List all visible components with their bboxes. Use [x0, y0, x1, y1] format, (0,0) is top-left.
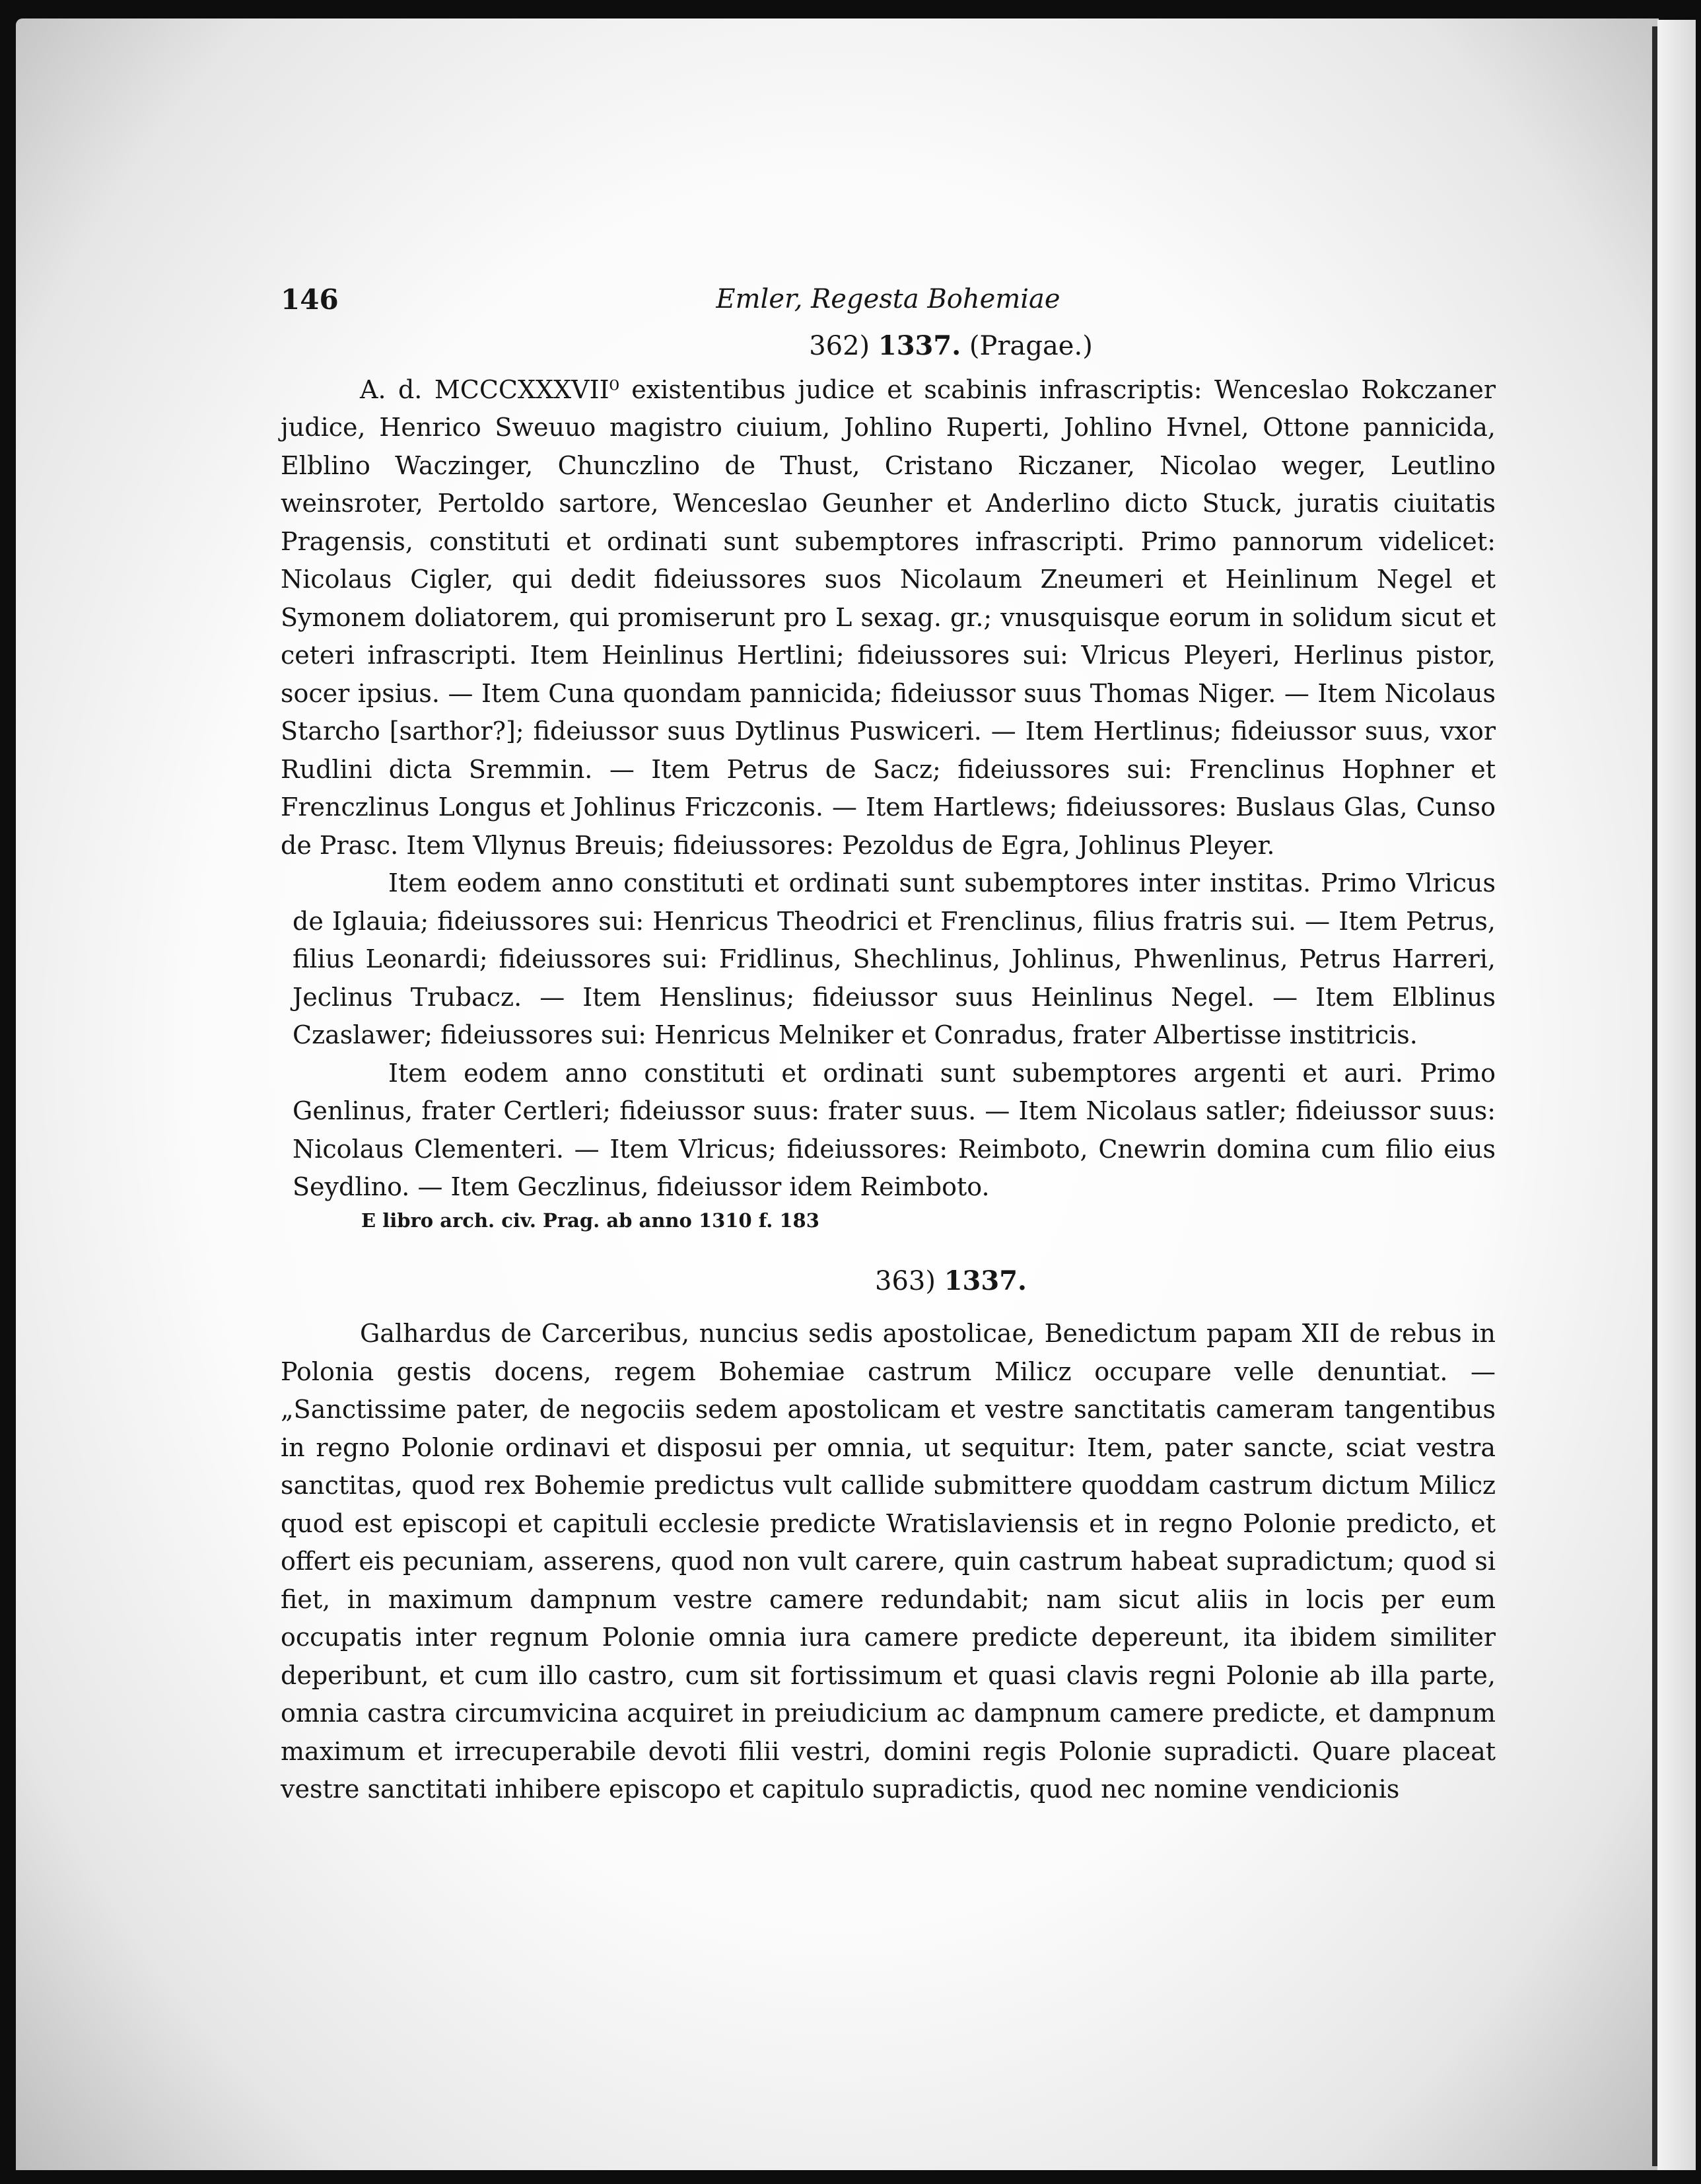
- entry-number: 362): [809, 331, 870, 361]
- page-header: [281, 281, 1496, 327]
- entry-362-paragraph-1: A. d. MCCCXXXVII⁰ existentibus judice et scabinis infrascriptis: Wenceslao Rokczaner judice, Henrico Sweuuo magistro ciuium, Johlino Ruperti, Johlino Hvnel, Ottone pannicida, Elblino Waczinger, Chunczlino de Thust, Cristano Riczaner, Nicolao weger, Leutlino weinsroter, Pertoldo sartore, Wenceslao Geunher et Anderlino dicto Stuck, juratis ciuitatis Pragensis, constituti et ordinati sunt subemptores infrascripti. Primo pannorum videlicet: Nicolaus Cigler, qui dedit fideiussores suos Nicolaum Zneumeri et Heinlinum Negel et Symonem doliatorem, qui promiserunt pro L sexag. gr.; vnusquisque eorum in solidum sicut et ceteri infrascripti. Item Heinlinus Hertlini; fideiussores sui: Vlricus Pleyeri, Herlinus pistor, socer ipsius. — Item Cuna quondam pannicida; fideiussor suus Thomas Niger. — Item Nicolaus Starcho [sarthor?]; fideiussor suus Dytlinus Puswiceri. — Item Hertlinus; fideiussor suus, vxor Rudlini dicta Sremmin. — Item Petrus de Sacz; fideiussores sui: Frenclinus Hophner et Frenczlinus Longus et Johlinus Friczconis. — Item Hartlews; fideiussores: Buslaus Glas, Cunso de Prasc. Item Vllynus Breuis; fideiussores: Pezoldus de Egra, Johlinus Pleyer.: [281, 374, 1496, 860]
- entry-year: 1337.: [944, 1265, 1027, 1296]
- next-page-strip: [1657, 20, 1696, 2173]
- entry-heading-363: [281, 1262, 1496, 1301]
- entry-heading-362: [281, 327, 1496, 366]
- page-number: 146: [281, 283, 339, 316]
- entry-number: 363): [875, 1265, 936, 1296]
- source-note: E libro arch. civ. Prag. ab anno 1310 f. 183: [361, 1209, 819, 1232]
- page-content: [281, 281, 1496, 1809]
- entry-year: 1337.: [878, 330, 961, 361]
- entry-362-paragraph-3: Item eodem anno constituti et ordinati sunt subemptores argenti et auri. Primo Genlinus, frater Certleri; fideiussor suus: frater suus. — Item Nicolaus satler; fideiussor suus: Nicolaus Clementeri. — Item Vlricus; fideiussores: Reimboto, Cnewrin domina cum filio eius Seydlino. — Item Geczlinus, fideiussor idem Reimboto.: [293, 1058, 1496, 1201]
- entry-place: (Pragae.): [969, 331, 1093, 361]
- entry-362-paragraph-2: Item eodem anno constituti et ordinati sunt subemptores inter institas. Primo Vlricus de Iglauia; fideiussores sui: Henricus Theodrici et Frenclinus, filius fratris sui. — Item Petrus, filius Leonardi; fideiussores sui: Fridlinus, Shechlinus, Johlinus, Phwenlinus, Petrus Harreri, Jeclinus Trubacz. — Item Henslinus; fideiussor suus Heinlinus Negel. — Item Elblinus Czaslawer; fideiussores sui: Henricus Melniker et Conradus, frater Albertisse institricis.: [293, 868, 1496, 1049]
- entry-363-paragraph-1: Galhardus de Carceribus, nuncius sedis apostolicae, Benedictum papam XII de rebus in Polonia gestis docens, regem Bohemiae castrum Milicz occupare velle denuntiat. — „Sanctissime pater, de negociis sedem apostolicam et vestre sanctitatis cameram tangentibus in regno Polonie ordinavi et disposui per omnia, ut sequitur: Item, pater sancte, sciat vestra sanctitas, quod rex Bohemie predictus vult callide submittere quoddam castrum dictum Milicz quod est episcopi et capituli ecclesie predicte Wratislaviensis et in regno Polonie predicto, et offert eis pecuniam, asserens, quod non vult carere, quin castrum habeat supradictum; quod si fiet, in maximum dampnum vestre camere redundabit; nam sicut aliis in locis per eum occupatis inter regnum Polonie omnia iura camere predicte depereunt, ita ibidem similiter deperibunt, et cum illo castro, cum sit fortissimum et quasi clavis regni Polonie ab illa parte, omnia castra circumvicina acquiret in preiudicium ac dampnum camere predicte, et dampnum maximum et irrecuperabile devoti filii vestri, domini regis Polonie supradicti. Quare placeat vestre sanctitati inhibere episcopo et capitulo supradictis, quod nec nomine vendicionis: [281, 1319, 1496, 1804]
- scan-bottom-border: [0, 2170, 1701, 2184]
- running-title: Emler, Regesta Bohemiae: [716, 284, 1060, 314]
- page-edge-shadow: [1652, 26, 1657, 2166]
